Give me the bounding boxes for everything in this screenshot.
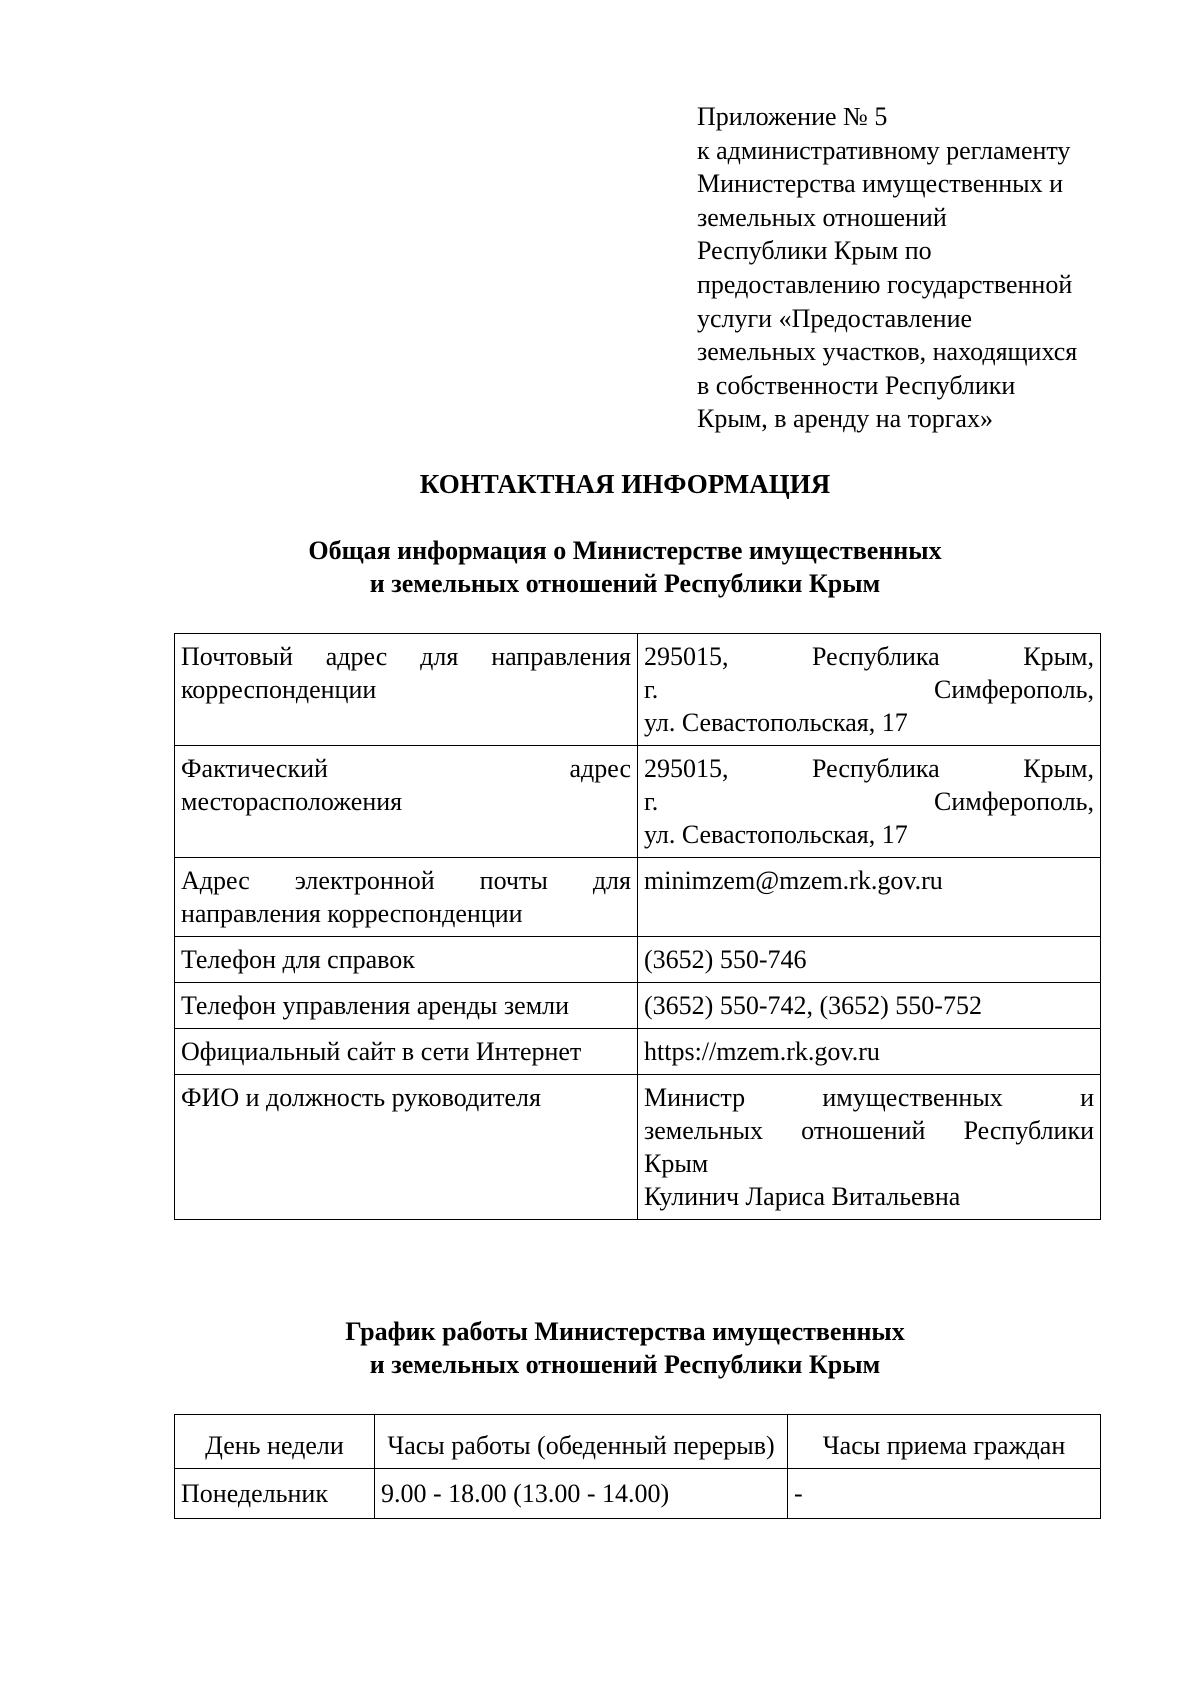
value-line: земельных отношений Республики	[644, 1116, 1094, 1145]
label-cell	[175, 634, 638, 746]
label-line: Почтовый адрес для направления	[181, 642, 631, 671]
reception-cell: -	[788, 1469, 1101, 1519]
appendix-line: Приложение № 5	[697, 102, 888, 131]
label-line: месторасположения	[181, 787, 403, 816]
label-line: Телефон управления аренды земли	[181, 991, 570, 1020]
value-line: 295015, Республика Крым,	[644, 642, 1094, 671]
title-line: и земельных отношений Республики Крым	[369, 1350, 881, 1379]
table-row	[175, 1075, 1101, 1220]
label-cell	[175, 983, 638, 1029]
appendix-line: к административному регламенту	[697, 135, 1071, 165]
value-line: Кулинич Лариса Витальевна	[644, 1182, 961, 1211]
website-value: https://mzem.rk.gov.ru	[644, 1037, 880, 1066]
table-row	[175, 937, 1101, 983]
label-line: ФИО и должность руководителя	[181, 1083, 541, 1112]
email-value: minimzem@mzem.rk.gov.ru	[644, 866, 943, 895]
hours-cell: 9.00 - 18.00 (13.00 - 14.00)	[375, 1469, 788, 1519]
table-header-row	[175, 1415, 1101, 1469]
table-row	[175, 1029, 1101, 1075]
appendix-note	[697, 100, 1137, 436]
work-schedule-table	[174, 1414, 1101, 1519]
appendix-line: предоставлению государственной	[697, 269, 1073, 299]
label-cell	[175, 746, 638, 858]
contact-info-table	[174, 633, 1101, 1220]
label-cell	[175, 1029, 638, 1075]
title-line: Общая информация о Министерстве имущественных	[308, 536, 942, 565]
page-title: КОНТАКТНАЯ ИНФОРМАЦИЯ	[419, 469, 831, 499]
value-cell	[638, 983, 1101, 1029]
value-line: Крым	[644, 1149, 709, 1178]
phone-value: (3652) 550-746	[644, 945, 807, 974]
appendix-line: Министерства имущественных и	[697, 169, 1064, 199]
table-row	[175, 858, 1101, 937]
appendix-line: Республики Крым по	[697, 236, 932, 266]
value-line: г. Симферополь,	[644, 787, 1094, 816]
label-line: Фактический адрес	[181, 754, 631, 783]
title-line: и земельных отношений Республики Крым	[369, 569, 881, 598]
label-line: Официальный сайт в сети Интернет	[181, 1037, 582, 1066]
label-line: направления корреспонденции	[181, 899, 523, 928]
phone-value: (3652) 550-742, (3652) 550-752	[644, 991, 982, 1020]
appendix-line: Крым, в аренду на торгах»	[697, 404, 993, 434]
label-line: Адрес электронной почты для	[181, 866, 631, 895]
table-row	[175, 1469, 1101, 1519]
label-line: корреспонденции	[181, 675, 377, 704]
label-line: Телефон для справок	[181, 945, 415, 974]
value-cell	[638, 858, 1101, 937]
value-line: Министр имущественных и	[644, 1083, 1094, 1112]
value-cell	[638, 1029, 1101, 1075]
value-line: г. Симферополь,	[644, 675, 1094, 704]
table-row	[175, 983, 1101, 1029]
table-row	[175, 634, 1101, 746]
label-cell	[175, 937, 638, 983]
column-header-day: День недели	[175, 1415, 375, 1469]
appendix-line: в собственности Республики	[697, 370, 1016, 400]
title-line: График работы Министерства имущественных	[345, 1317, 905, 1346]
appendix-line: услуги «Предоставление	[697, 303, 973, 333]
value-cell	[638, 937, 1101, 983]
value-cell	[638, 1075, 1101, 1220]
schedule-section-title	[0, 1315, 1200, 1381]
column-header-reception: Часы приема граждан	[788, 1415, 1101, 1469]
label-cell	[175, 858, 638, 937]
info-section-title	[0, 534, 1200, 600]
value-cell	[638, 634, 1101, 746]
appendix-line: земельных отношений	[697, 202, 947, 232]
column-header-hours: Часы работы (обеденный перерыв)	[375, 1415, 788, 1469]
appendix-line: земельных участков, находящихся	[697, 337, 1078, 367]
value-line: 295015, Республика Крым,	[644, 754, 1094, 783]
value-line: ул. Севастопольская, 17	[644, 708, 908, 737]
value-cell	[638, 746, 1101, 858]
table-row	[175, 746, 1101, 858]
value-line: ул. Севастопольская, 17	[644, 820, 908, 849]
day-cell: Понедельник	[175, 1469, 375, 1519]
label-cell	[175, 1075, 638, 1220]
